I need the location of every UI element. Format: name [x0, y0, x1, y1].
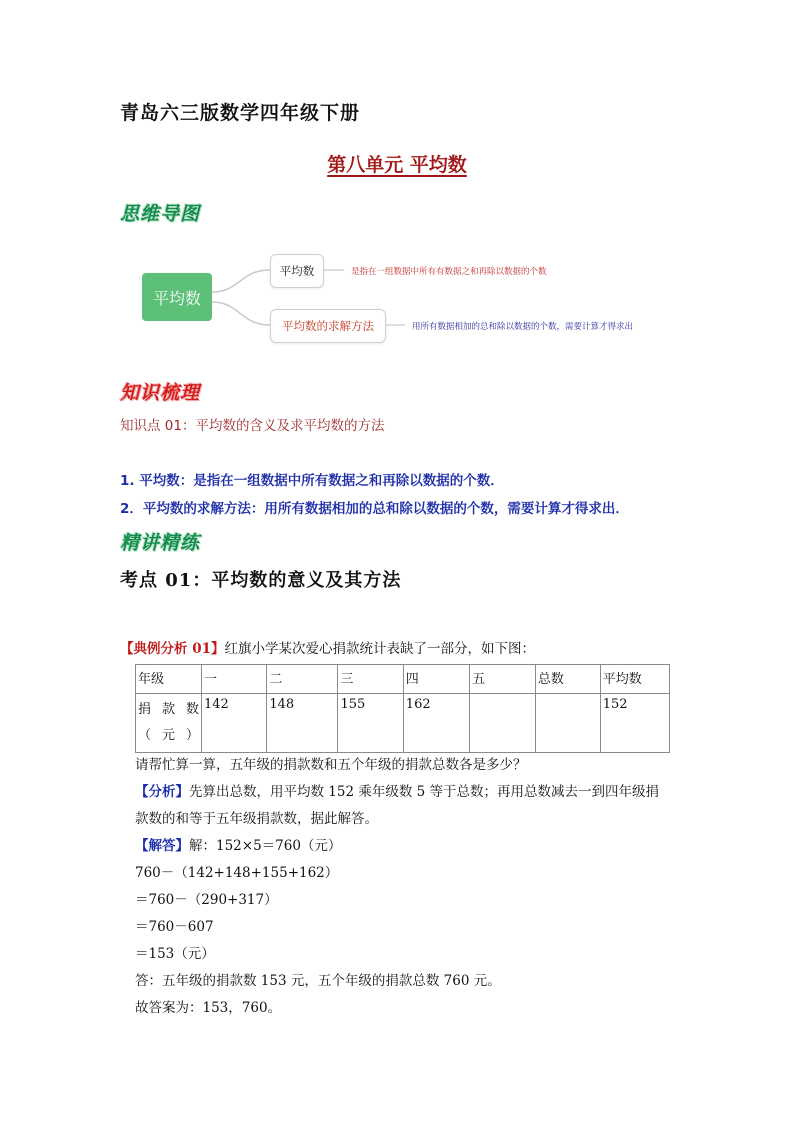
answer-line-2: 760－（142+148+155+162） — [135, 865, 339, 881]
answer-line-5: ＝153（元） — [135, 946, 215, 962]
table-cell: 二 — [267, 665, 338, 694]
mind-map-root: 平均数 — [142, 273, 212, 321]
example-text: 红旗小学某次爱心捐款统计表缺了一部分，如下图： — [224, 641, 535, 657]
example-label: 【典例分析 01】 — [120, 641, 225, 657]
definition-1-term: 1. 平均数： — [120, 473, 194, 489]
definition-2-term: 2．平均数的求解方法： — [120, 501, 265, 517]
mind-map-heading: 思维导图 — [120, 203, 201, 225]
table-cell: 三 — [338, 665, 403, 694]
table-header-row — [136, 665, 670, 694]
answer-line-1: 【解答】解：152×5＝760（元） — [135, 838, 342, 854]
table-cell: 142 — [201, 694, 266, 753]
example-line — [120, 637, 535, 657]
table-cell: 152 — [600, 694, 669, 753]
analysis-line-2: 款数的和等于五年级捐款数，据此解答。 — [135, 811, 378, 827]
answer-label: 【解答】 — [135, 838, 189, 854]
table-cell: 一 — [201, 665, 266, 694]
definition-2-body: 用所有数据相加的总和除以数据的个数，需要计算才得求出． — [264, 501, 629, 517]
mind-map-connectors — [0, 0, 794, 400]
analysis-line-1: 【分析】先算出总数，用平均数 152 乘年级数 5 等于总数；再用总数减去一到四年级捐 — [135, 784, 660, 800]
table-cell: 148 — [267, 694, 338, 753]
table-cell: 五 — [470, 665, 536, 694]
definition-1-body: 是指在一组数据中所有数据之和再除以数据的个数． — [193, 473, 504, 489]
table-cell: 年级 — [136, 665, 202, 694]
table-cell: 162 — [403, 694, 469, 753]
mind-map-note-average: 是指在一组数据中所有有数据之和再除以数据的个数 — [351, 267, 547, 277]
table-row-label: 捐 款 数（元） — [136, 694, 202, 753]
table-cell — [470, 694, 536, 753]
analysis-label: 【分析】 — [135, 784, 189, 800]
exam-point-title: 考点 01：平均数的意义及其方法 — [120, 570, 402, 591]
document-title: 青岛六三版数学四年级下册 — [120, 102, 361, 124]
donation-table — [135, 664, 670, 753]
question-text: 请帮忙算一算，五年级的捐款数和五个年级的捐款总数各是多少？ — [135, 757, 527, 773]
table-cell — [535, 694, 600, 753]
answer-line-6: 答：五年级的捐款数 153 元，五个年级的捐款总数 760 元。 — [135, 973, 501, 989]
unit-title: 第八单元 平均数 — [327, 154, 467, 176]
mind-map-node-method: 平均数的求解方法 — [270, 309, 386, 343]
knowledge-point: 知识点 01：平均数的含义及求平均数的方法 — [120, 418, 385, 434]
definition-1 — [120, 469, 504, 489]
mind-map-note-method: 用所有数据相加的总和除以数据的个数，需要计算才得求出 — [412, 322, 634, 332]
table-cell: 平均数 — [600, 665, 669, 694]
table-row — [136, 694, 670, 753]
definition-2 — [120, 497, 629, 517]
answer-line-3: ＝760－（290+317） — [135, 892, 278, 908]
table-cell: 四 — [403, 665, 469, 694]
table-cell: 总数 — [535, 665, 600, 694]
mind-map-node-average: 平均数 — [270, 254, 324, 288]
answer-line-7: 故答案为：153，760。 — [135, 1000, 282, 1016]
knowledge-heading: 知识梳理 — [120, 382, 201, 404]
answer-line-4: ＝760－607 — [135, 919, 214, 935]
practice-heading: 精讲精练 — [120, 532, 201, 554]
table-cell: 155 — [338, 694, 403, 753]
